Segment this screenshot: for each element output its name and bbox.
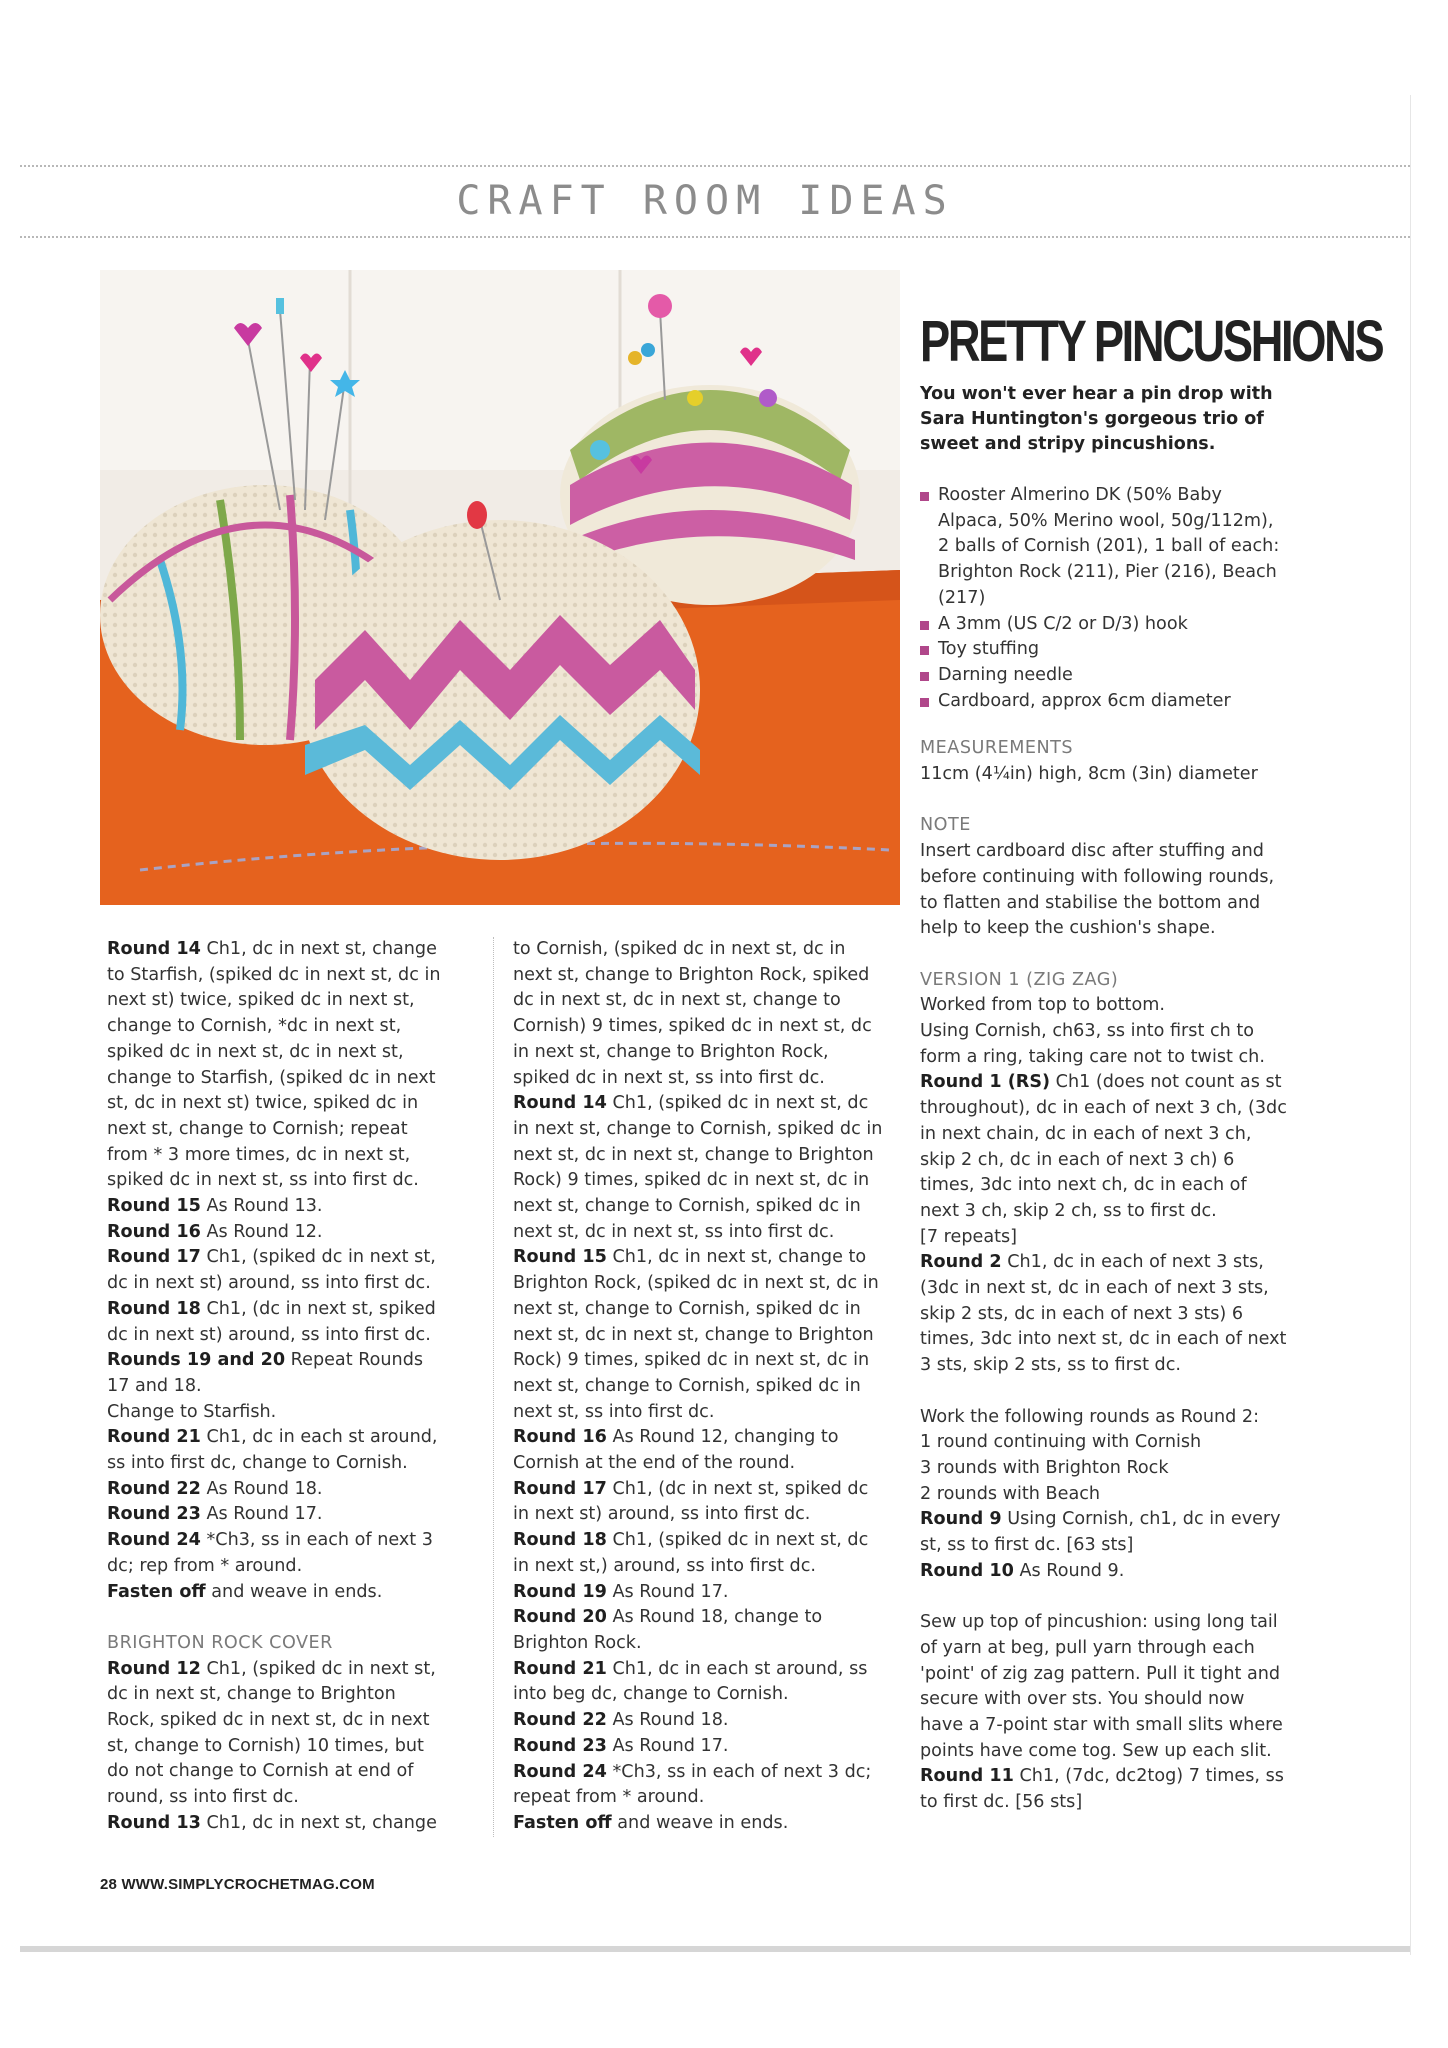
paragraph: Change to Starfish. (107, 1401, 277, 1422)
article-title: PRETTY PINCUSHIONS (920, 309, 1383, 374)
page-edge (1410, 95, 1411, 1955)
paragraph: Round 15 Ch1, dc in next st, change to Brighton Rock, (spiked dc in next st, dc in next st, change to Cornish, spiked dc in next st, dc in next st, change to Brighton Rock) 9 times, spiked dc in next st, dc in next st, change to Cornish, spiked dc in next st, ss into first dc. (513, 1247, 879, 1422)
section-heading: BRIGHTON ROCK COVER (107, 1632, 333, 1653)
bullet-square-icon (920, 646, 929, 655)
bullet-square-icon (920, 672, 929, 681)
section-title: CRAFT ROOM IDEAS (456, 178, 954, 224)
paragraph: Round 16 As Round 12. (107, 1221, 323, 1242)
paragraph: Sew up top of pincushion: using long tail of yarn at beg, pull yarn through each 'point' of zig zag pattern. Pull it tight and secure with over sts. You should now have a 7-point star with small slits where points have come tog. Sew up each slit. (920, 1612, 1283, 1761)
list-item: Cardboard, approx 6cm diameter (920, 689, 1290, 715)
paragraph: Round 10 As Round 9. (920, 1560, 1125, 1581)
paragraph: Round 12 Ch1, (spiked dc in next st, dc in next st, change to Brighton Rock, spiked dc in next st, dc in next st, change to Cornish) 10 times, but do not change to Cornish at end of round, ss into first dc. (107, 1658, 436, 1808)
paragraph: 2 rounds with Beach (920, 1483, 1101, 1504)
header-rule-top (20, 165, 1410, 167)
column-divider (493, 937, 495, 1837)
paragraph: Round 13 Ch1, dc in next st, change (107, 1812, 437, 1833)
header-rule-bottom (20, 236, 1410, 238)
paragraph: Fasten off and weave in ends. (513, 1812, 789, 1833)
bullet-square-icon (920, 621, 929, 630)
list-item: Rooster Almerino DK (50% Baby Alpaca, 50% Merino wool, 50g/112m), 2 balls of Cornish (201), 1 ball of each: Brighton Rock (211), Pier (216), Beach (217) (920, 483, 1290, 612)
bullet-square-icon (920, 698, 929, 707)
column-right (920, 290, 1383, 1816)
paragraph: [7 repeats] (920, 1226, 1018, 1247)
paragraph: 1 round continuing with Cornish (920, 1432, 1202, 1453)
column-left (107, 937, 447, 1837)
paragraph: Insert cardboard disc after stuffing and before continuing with following rounds, to flatten and stabilise the bottom and help to keep the cushion's shape. (920, 841, 1275, 939)
paragraph: Fasten off and weave in ends. (107, 1581, 383, 1602)
paragraph: Round 22 As Round 18. (107, 1478, 323, 1499)
spacer (920, 788, 1290, 814)
paragraph: Round 18 Ch1, (spiked dc in next st, dc in next st,) around, ss into first dc. (513, 1530, 869, 1576)
paragraph: Round 14 Ch1, (spiked dc in next st, dc in next st, change to Cornish, spiked dc in next st, dc in next st, change to Brighton Rock) 9 times, spiked dc in next st, dc in next st, change to Cornish, spiked dc in next st, dc in next st, ss into first dc. (513, 1093, 883, 1242)
paragraph: Round 16 As Round 12, changing to Cornish at the end of the round. (513, 1427, 839, 1474)
paragraph: Round 23 As Round 17. (513, 1735, 729, 1756)
list-item: A 3mm (US C/2 or D/3) hook (920, 612, 1290, 638)
column-middle (513, 937, 883, 1837)
paragraph: Round 17 Ch1, (spiked dc in next st, dc in next st) around, ss into first dc. (107, 1247, 436, 1294)
paragraph: Round 22 As Round 18. (513, 1710, 729, 1731)
bottom-bar (20, 1946, 1410, 1952)
paragraph: Round 19 As Round 17. (513, 1581, 729, 1602)
paragraph: Worked from top to bottom. (920, 995, 1165, 1016)
spacer (920, 942, 1290, 968)
paragraph: Round 21 Ch1, dc in each st around, ss into first dc, change to Cornish. (107, 1427, 438, 1474)
paragraph: Using Cornish, ch63, ss into first ch to form a ring, taking care not to twist ch. (920, 1021, 1265, 1067)
paragraph: Round 20 As Round 18, change to Brighton Rock. (513, 1607, 823, 1653)
spacer (920, 1379, 1290, 1405)
bullet-square-icon (920, 492, 929, 501)
spacer (107, 1605, 447, 1631)
paragraph: Round 2 Ch1, dc in each of next 3 sts, (3dc in next st, dc in each of next 3 sts, skip 2 sts, dc in each of next 3 sts) 6 times, 3dc into next st, dc in each of next 3 sts, skip 2 sts, ss to first dc. (920, 1252, 1287, 1376)
paragraph: Rounds 19 and 20 Repeat Rounds 17 and 18. (107, 1350, 424, 1396)
paragraph: Round 21 Ch1, dc in each st around, ss into beg dc, change to Cornish. (513, 1658, 868, 1705)
paragraph: 11cm (4¼in) high, 8cm (3in) diameter (920, 764, 1258, 785)
list-item: Darning needle (920, 663, 1290, 689)
paragraph: Work the following rounds as Round 2: (920, 1406, 1260, 1427)
article-intro: You won't ever hear a pin drop with Sara Huntington's gorgeous trio of sweet and stripy pincushions. (920, 384, 1273, 454)
section-heading: NOTE (920, 815, 971, 836)
paragraph: Round 23 As Round 17. (107, 1504, 323, 1525)
paragraph: Round 9 Using Cornish, ch1, dc in every st, ss to first dc. [63 sts] (920, 1509, 1281, 1556)
paragraph: Round 14 Ch1, dc in next st, change to Starfish, (spiked dc in next st, dc in next st) twice, spiked dc in next st, change to Cornish, *dc in next st, spiked dc in next st, dc in next st, change to Starfish, (spiked dc in next st, dc in next st) twice, spiked dc in next st, change to Cornish; repeat from * 3 more times, dc in next st, spiked dc in next st, ss into first dc. (107, 939, 441, 1191)
pincushion-photo (100, 270, 900, 905)
paragraph: Round 18 Ch1, (dc in next st, spiked dc in next st) around, ss into first dc. (107, 1298, 436, 1345)
list-item: Toy stuffing (920, 637, 1290, 663)
paragraph: Round 1 (RS) Ch1 (does not count as st throughout), dc in each of next 3 ch, (3dc in next chain, dc in each of next 3 ch, skip 2 ch, dc in each of next 3 ch) 6 times, 3dc into next ch, dc in each of next 3 ch, skip 2 ch, ss to first dc. (920, 1072, 1287, 1221)
paragraph: Round 11 Ch1, (7dc, dc2tog) 7 times, ss to first dc. [56 sts] (920, 1766, 1284, 1813)
paragraph: Round 17 Ch1, (dc in next st, spiked dc in next st) around, ss into first dc. (513, 1478, 869, 1525)
section-heading: MEASUREMENTS (920, 738, 1074, 759)
paragraph: to Cornish, (spiked dc in next st, dc in next st, change to Brighton Rock, spiked dc in next st, dc in next st, change to Cornish) 9 times, spiked dc in next st, dc in next st, change to Brighton Rock, spiked dc in next st, ss into first dc. (513, 939, 872, 1088)
page-footer-url: 28 WWW.SIMPLYCROCHETMAG.COM (100, 1876, 375, 1893)
paragraph: Round 24 *Ch3, ss in each of next 3 dc; rep from * around. (107, 1530, 433, 1576)
paragraph: Round 15 As Round 13. (107, 1196, 323, 1217)
materials-list (920, 483, 1290, 714)
paragraph: 3 rounds with Brighton Rock (920, 1457, 1169, 1478)
spacer (920, 1584, 1290, 1610)
section-heading: VERSION 1 (ZIG ZAG) (920, 969, 1119, 990)
paragraph: Round 24 *Ch3, ss in each of next 3 dc; repeat from * around. (513, 1761, 872, 1808)
